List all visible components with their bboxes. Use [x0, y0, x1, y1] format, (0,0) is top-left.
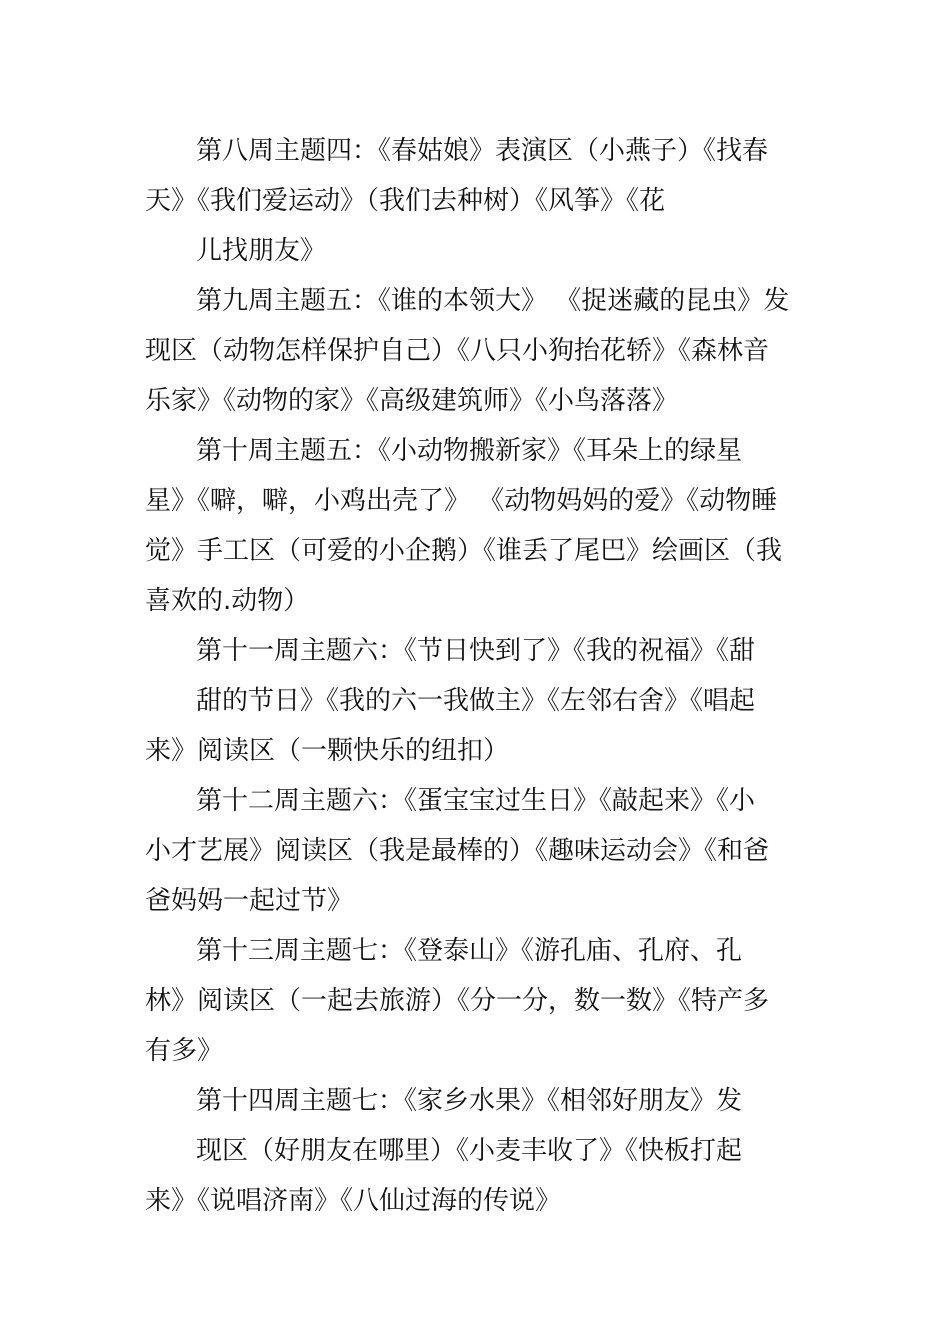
- text-line: 林》阅读区（一起去旅游）《分一分，数一数》《特产多: [145, 986, 770, 1016]
- text-line: 第十二周主题六：《蛋宝宝过生日》《敲起来》《小: [196, 786, 756, 816]
- text-line: 第八周主题四：《春姑娘》表演区（小燕子）《找春: [196, 136, 769, 166]
- text-line: 第十一周主题六：《节日快到了》《我的祝福》《甜: [196, 636, 756, 666]
- text-line: 现区（好朋友在哪里）《小麦丰收了》《快板打起: [196, 1136, 743, 1166]
- text-line: 儿找朋友》: [196, 236, 327, 266]
- text-line: 现区（动物怎样保护自己）《八只小狗抬花轿》《森林音: [145, 336, 770, 366]
- text-line: 爸妈妈一起过节》: [145, 886, 354, 916]
- text-line: 第十三周主题七：《登泰山》《游孔庙、孔府、孔: [196, 936, 743, 966]
- text-line: 天》《我们爱运动》（我们去种树）《风筝》《花: [145, 186, 666, 216]
- text-line: 星》《噼，噼，小鸡出壳了》 《动物妈妈的爱》《动物睡: [145, 486, 778, 516]
- text-line: 第九周主题五：《谁的本领大》 《捉迷藏的昆虫》发: [196, 286, 790, 316]
- text-line: 乐家》《动物的家》《高级建筑师》《小鸟落落》: [145, 386, 679, 416]
- text-line: 来》《说唱济南》《八仙过海的传说》: [145, 1186, 562, 1216]
- text-line: 喜欢的.动物）: [145, 586, 310, 616]
- text-line: 第十四周主题七：《家乡水果》《相邻好朋友》发: [196, 1086, 743, 1116]
- text-line: 觉》手工区（可爱的小企鹅）《谁丢了尾巴》绘画区（我: [145, 536, 783, 566]
- text-line: 第十周主题五：《小动物搬新家》《耳朵上的绿星: [196, 436, 743, 466]
- text-line: 有多》: [145, 1036, 224, 1066]
- text-line: 来》阅读区（一颗快乐的纽扣）: [145, 736, 510, 766]
- text-line: 甜的节日》《我的六一我做主》《左邻右舍》《唱起: [196, 686, 756, 716]
- text-line: 小才艺展》阅读区（我是最棒的）《趣味运动会》《和爸: [145, 836, 770, 866]
